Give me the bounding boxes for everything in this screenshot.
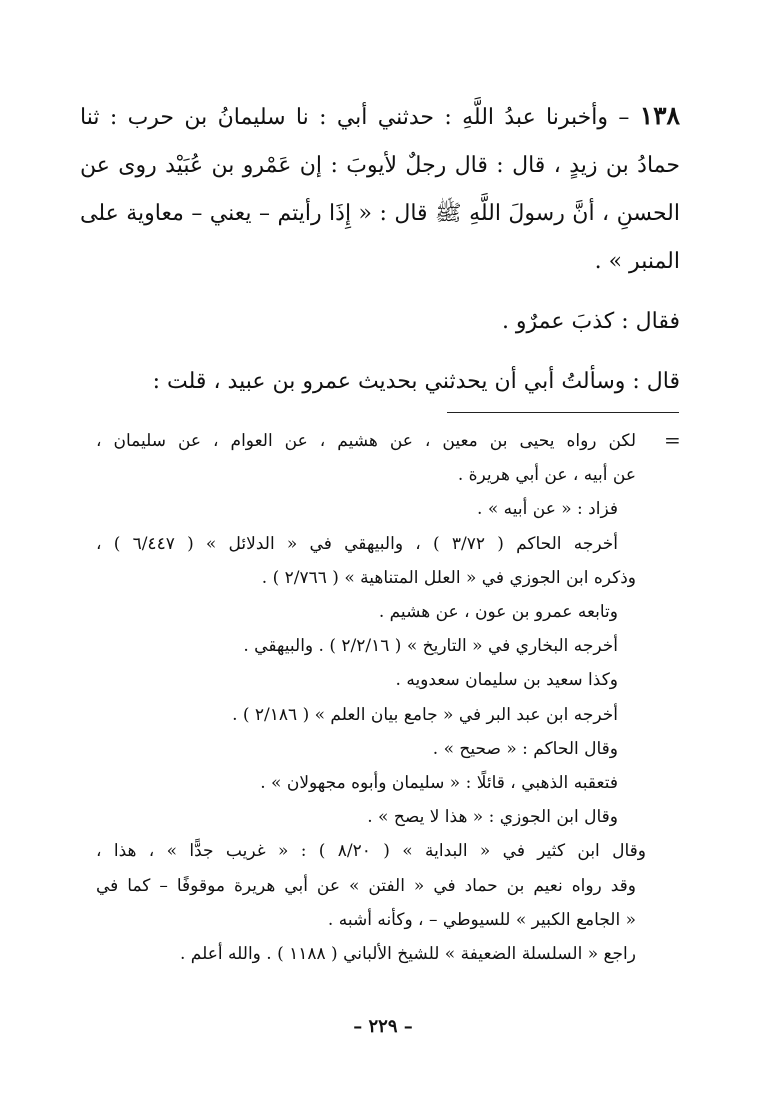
footnote-line: فزاد : « عن أبيه » . [477, 499, 618, 520]
footnote-line: راجع « السلسلة الضعيفة » للشيخ الألباني ( ١١٨٨ ) . والله أعلم . [180, 944, 636, 965]
hadith-number: ١٣٨ [639, 101, 680, 130]
footnote-line: وكذا سعيد بن سليمان سعدويه . [395, 670, 618, 691]
footnote-line: وتابعه عمرو بن عون ، عن هشيم . [378, 602, 618, 623]
footnote-continuation-mark: = [664, 428, 681, 452]
footnote-line: وقال الحاكم : « صحيح » . [432, 738, 618, 759]
footnote-line: لكن رواه يحيى بن معين ، عن هشيم ، عن العوام ، عن سليمان ، [96, 431, 636, 451]
footnotes [96, 424, 647, 971]
footnote-line: عن أبيه ، عن أبي هريرة . [457, 465, 636, 486]
main-line-three: قال : وسألتُ أبي أن يحدثني بحديث عمرو بن عبيد ، قلت : [152, 369, 680, 394]
main-text [80, 92, 680, 406]
footnote-line: وقال ابن الجوزي : « هذا لا يصح » . [367, 807, 618, 828]
footnote-line: وقد رواه نعيم بن حماد في « الفتن » عن أبي هريرة موقوفًا – كما في [96, 875, 636, 896]
footnote-line: أخرجه البخاري في « التاريخ » ( ٢/٢/١٦ ) . والبيهقي . [243, 636, 618, 657]
footnote-line: وذكره ابن الجوزي في « العلل المتناهية » ( ٢/٧٦٦ ) . [261, 567, 636, 588]
footnote-line: أخرجه ابن عبد البر في « جامع بيان العلم » ( ٢/١٨٦ ) . [232, 704, 618, 725]
hadith-paragraph [80, 92, 680, 286]
footnote-separator [447, 412, 679, 413]
footnote-line: فتعقبه الذهبي ، قائلًا : « سليمان وأبوه مجهولان » . [260, 773, 618, 794]
footnote-line: « الجامع الكبير » للسيوطي – ، وكأنه أشبه . [327, 909, 636, 930]
hadith-text: – وأخبرنا عبدُ اللَّهِ : حدثني أبي : نا سليمانُ بن حرب : ثنا حمادُ بن زيدٍ ، قال : قال رجلٌ لأيوبَ : إن عَمْرو بن عُبَيْد روى عن الحسنِ ، أنَّ رسولَ اللَّهِ ﷺ قال : « إِذَا رأيتم – يعني – معاوية على المنبر » . [80, 105, 680, 274]
page-number: – ٢٢٩ – [353, 1016, 413, 1037]
main-line-two: فقال : كذبَ عمرٌو . [501, 309, 680, 334]
footnote-line: أخرجه الحاكم ( ٣/٧٢ ) ، والبيهقي في « الدلائل » ( ٦/٤٤٧ ) ، [96, 533, 618, 554]
footnote-line: وقال ابن كثير في « البداية » ( ٨/٢٠ ) : « غريب جدًّا » ، هذا ، [96, 841, 647, 862]
